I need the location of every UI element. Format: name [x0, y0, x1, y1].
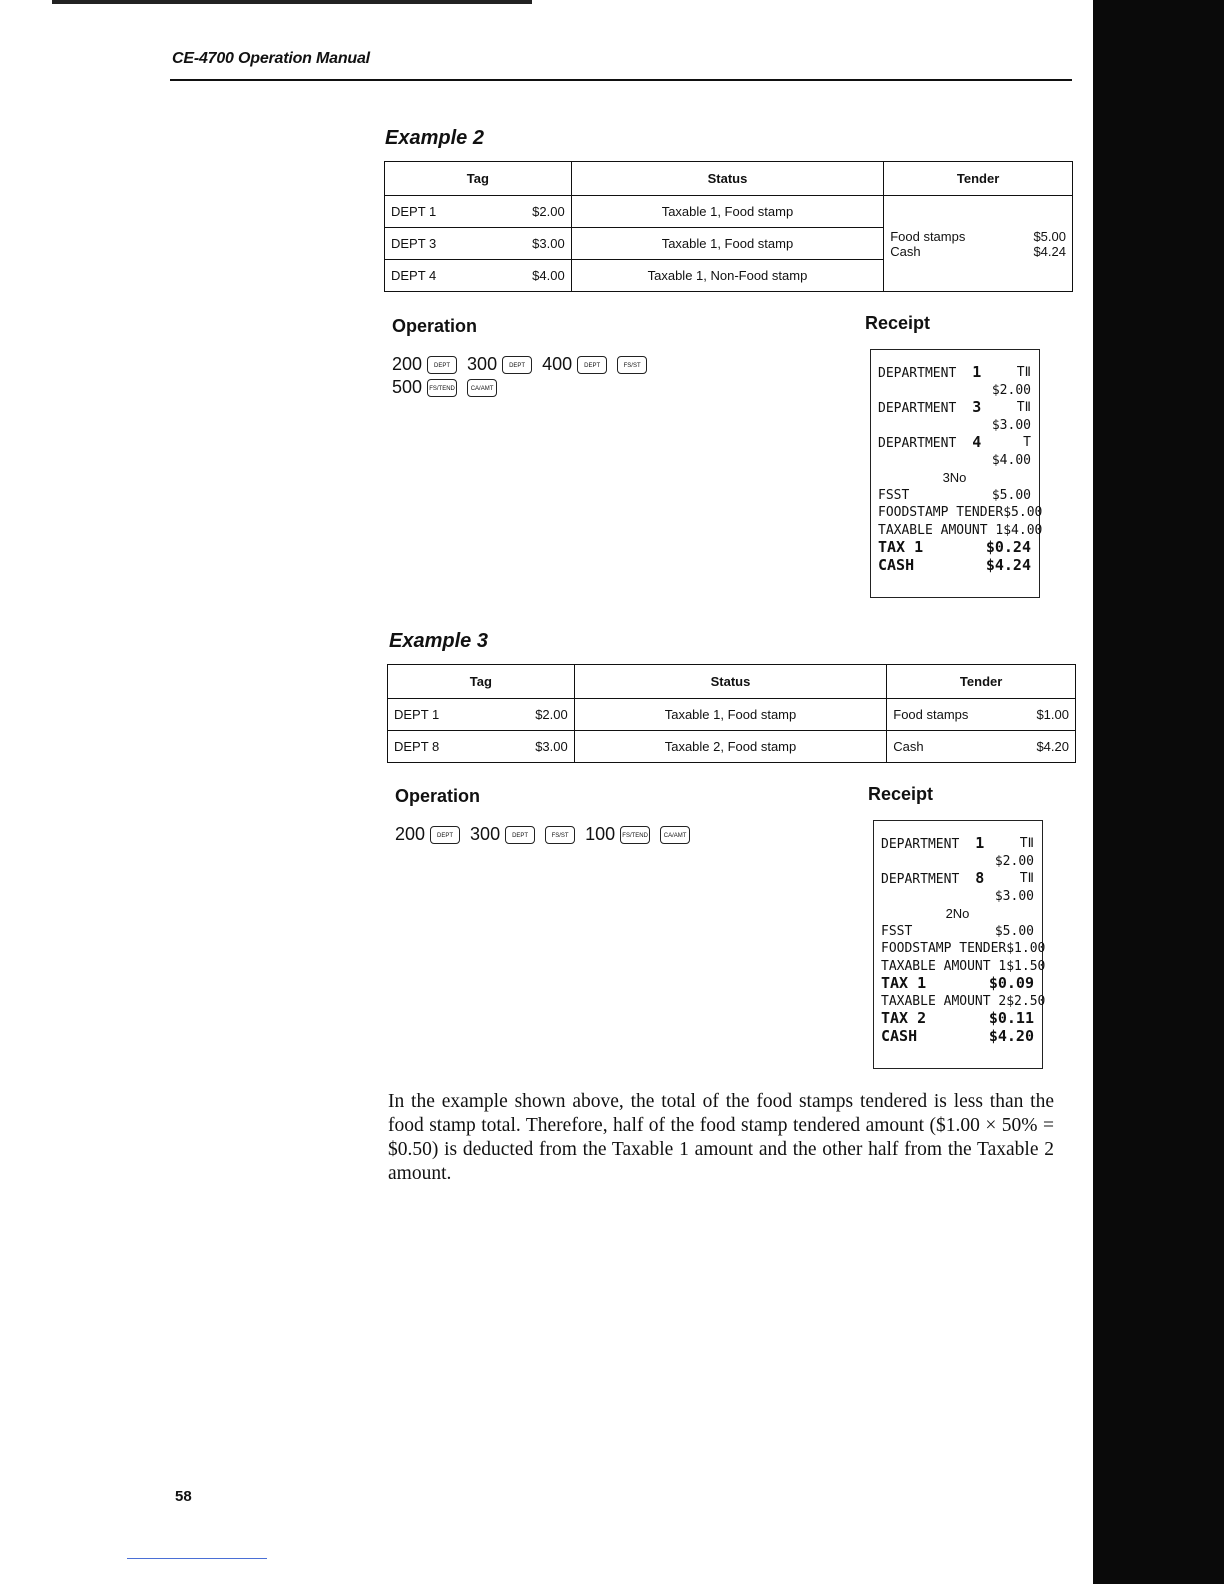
receipt-label: TAXABLE AMOUNT 1 [878, 522, 1004, 538]
receipt-amount: $2.00 [991, 382, 1031, 398]
receipt-label: TAX 1 [878, 538, 924, 556]
receipt-line [878, 557, 1031, 575]
receipt-label: DEPARTMENT [878, 401, 957, 416]
example-3-table [387, 664, 1076, 763]
receipt-label-group [881, 923, 912, 941]
receipt-amount: $5.00 [994, 923, 1034, 939]
receipt-label: CASH [881, 1026, 918, 1045]
top-rule [52, 0, 532, 4]
dept-1-key[interactable]: DEPT [430, 826, 460, 844]
receipt-label: DEPARTMENT [878, 366, 957, 381]
receipt-line [878, 382, 1031, 400]
receipt-amount: $1.00 [1006, 941, 1046, 956]
tender-header: Tender [884, 162, 1073, 196]
entry-amount: 200 [392, 354, 423, 374]
receipt-label: Receipt [865, 313, 931, 333]
receipt-label: DEPARTMENT [881, 872, 960, 887]
example-3-title: Example 3 [389, 630, 488, 652]
receipt-label-group [881, 993, 1006, 1011]
operation-sequence [392, 354, 657, 375]
receipt-dept-number: 1 [972, 363, 982, 381]
status-cell: Taxable 1, Food stamp [571, 196, 883, 228]
receipt-line [881, 958, 1046, 976]
receipt-label-group [881, 975, 926, 993]
dept-cell: DEPT 1 [394, 707, 440, 722]
tender-amount: $4.24 [1033, 243, 1066, 259]
receipt-label-group [881, 1010, 926, 1028]
entry-amount: 400 [542, 354, 573, 374]
receipt-label-group [881, 835, 984, 853]
receipt-line [881, 1010, 1034, 1028]
status-cell: Taxable 1, Non-Food stamp [571, 260, 883, 292]
amount-cell: $4.00 [532, 268, 565, 283]
receipt-example-3 [873, 820, 1046, 1069]
receipt-amount: TⅡ [1019, 871, 1034, 886]
status-cell: Taxable 1, Food stamp [574, 699, 887, 731]
receipt-label: TAXABLE AMOUNT 1 [881, 958, 1007, 974]
dept-8-key[interactable]: DEPT [505, 826, 535, 844]
dept-cell: DEPT 1 [391, 204, 437, 219]
receipt-label: DEPARTMENT [878, 436, 957, 451]
receipt-line [878, 487, 1031, 505]
table-row [385, 196, 1073, 228]
dept-cell: DEPT 8 [394, 739, 440, 754]
example-2-title: Example 2 [385, 127, 484, 149]
fs-st-key[interactable]: FS/ST [545, 826, 575, 844]
receipt-label-group [878, 487, 909, 505]
receipt-count: 2No [945, 906, 970, 921]
amount-cell: $2.00 [535, 707, 568, 722]
receipt-label-group [881, 940, 1006, 958]
receipt-dept-number: 1 [975, 834, 985, 852]
receipt-line [881, 888, 1034, 906]
receipt-line [881, 975, 1034, 993]
receipt-amount: $0.09 [988, 974, 1034, 992]
entry-amount: 300 [467, 354, 498, 374]
example-2-table [384, 161, 1073, 292]
receipt-line [881, 1028, 1034, 1046]
entry-amount: 500 [392, 377, 423, 397]
receipt-label: DEPARTMENT [881, 837, 960, 852]
receipt-label-group [878, 539, 923, 557]
tender-label: Cash [893, 739, 924, 754]
receipt-amount: $2.00 [994, 853, 1034, 869]
receipt-line [878, 522, 1043, 540]
receipt-dept-number: 3 [972, 398, 982, 416]
receipt-label-group [878, 522, 1003, 540]
receipt-label-group [881, 958, 1006, 976]
tag-header: Tag [385, 162, 572, 196]
table-row [388, 731, 1076, 763]
status-cell: Taxable 1, Food stamp [571, 228, 883, 260]
receipt-line [878, 364, 1031, 382]
receipt-amount: $5.00 [991, 487, 1031, 503]
manual-title: CE-4700 Operation Manual [172, 50, 370, 67]
receipt-dept-number: 8 [975, 869, 985, 887]
receipt-label: CASH [878, 555, 915, 574]
receipt-line [881, 940, 1046, 958]
receipt-amount: $4.00 [991, 452, 1031, 468]
receipt-amount: $4.24 [985, 555, 1031, 574]
receipt-dept-number: 4 [972, 433, 982, 451]
receipt-line [878, 399, 1031, 417]
entry-amount: 200 [395, 824, 426, 844]
receipt-amount: $3.00 [991, 417, 1031, 433]
receipt-line [881, 835, 1034, 853]
amount-cell: $3.00 [535, 739, 568, 754]
receipt-label-group [878, 364, 981, 382]
receipt-line [878, 539, 1031, 557]
receipt-amount: TⅡ [1019, 836, 1034, 851]
operation-sequence [395, 824, 700, 845]
receipt-label: TAX 1 [881, 974, 927, 992]
receipt-label-group [881, 870, 984, 888]
receipt-amount: $3.00 [994, 888, 1034, 904]
receipt-amount: $2.50 [1006, 993, 1046, 1009]
receipt-line [878, 504, 1043, 522]
receipt-label-group [878, 434, 981, 452]
page-number: 58 [175, 1488, 192, 1505]
status-cell: Taxable 2, Food stamp [574, 731, 887, 763]
amount-cell: $3.00 [532, 236, 565, 251]
receipt-line [881, 923, 1034, 941]
receipt-count: 3No [942, 470, 967, 485]
receipt-amount: T [1023, 435, 1031, 450]
receipt-amount: TⅡ [1016, 365, 1031, 380]
receipt-label: TAX 2 [881, 1009, 927, 1027]
receipt-label: TAXABLE AMOUNT 2 [881, 993, 1007, 1009]
explanation-paragraph: In the example shown above, the total of the food stamps tendered is less than the food stamp total. Therefore, half of the food stamp tendered amount ($1.00 × 50% = $0.50) is deducted from the Taxable 1 amount and the other half from the Taxable 2 amount. [388, 1091, 1054, 1184]
scan-edge-bar [1093, 0, 1224, 1584]
receipt-amount: $4.20 [988, 1026, 1034, 1045]
receipt-label: FSST [881, 923, 913, 939]
tender-amount: $5.00 [1033, 228, 1066, 244]
tender-label: Food stamps [893, 707, 969, 722]
receipt-line [878, 469, 1031, 487]
operation-label: Operation [392, 316, 478, 336]
receipt-amount: $1.50 [1006, 958, 1046, 974]
tender-label: Food stamps [890, 228, 966, 244]
fs-tend-key[interactable]: FS/TEND [427, 379, 457, 397]
dept-3-key[interactable]: DEPT [502, 356, 532, 374]
entry-amount: 100 [585, 824, 616, 844]
receipt-line [878, 434, 1031, 452]
ca-amt-tend-key[interactable]: CA/AMT [660, 826, 690, 844]
operation-label: Operation [395, 786, 481, 806]
operation-sequence [392, 377, 507, 398]
receipt-line [881, 905, 1034, 923]
receipt-amount: $0.24 [985, 538, 1031, 556]
tender-header: Tender [887, 665, 1076, 699]
receipt-label: FSST [878, 487, 910, 503]
receipt-amount: TⅡ [1016, 400, 1031, 415]
receipt-amount: $5.00 [1003, 505, 1043, 520]
fs-tend-key[interactable]: FS/TEND [620, 826, 650, 844]
receipt-label-group [878, 504, 1003, 522]
dept-cell: DEPT 3 [391, 236, 437, 251]
tender-amount: $4.20 [1036, 739, 1069, 754]
receipt-amount: $4.00 [1003, 522, 1043, 538]
tag-header: Tag [388, 665, 575, 699]
status-header: Status [574, 665, 887, 699]
receipt-amount: $0.11 [988, 1009, 1034, 1027]
entry-amount: 300 [470, 824, 501, 844]
footer-line [127, 1558, 267, 1559]
receipt-line [881, 870, 1034, 888]
dept-1-key[interactable]: DEPT [427, 356, 457, 374]
dept-4-key[interactable]: DEPT [577, 356, 607, 374]
receipt-line [878, 417, 1031, 435]
receipt-label-group [878, 557, 914, 575]
receipt-line [881, 993, 1046, 1011]
receipt-line [878, 452, 1031, 470]
tender-label: Cash [890, 243, 921, 259]
receipt-line [881, 853, 1034, 871]
table-row [388, 699, 1076, 731]
receipt-label: Receipt [868, 784, 934, 804]
receipt-label: FOODSTAMP TENDER [881, 941, 1007, 956]
ca-amt-tend-key[interactable]: CA/AMT [467, 379, 497, 397]
receipt-label-group [878, 399, 981, 417]
receipt-example-2 [870, 349, 1043, 598]
fs-st-key[interactable]: FS/ST [617, 356, 647, 374]
receipt-label-group [881, 1028, 917, 1046]
status-header: Status [571, 162, 883, 196]
header-rule [170, 79, 1072, 81]
tender-amount: $1.00 [1036, 707, 1069, 722]
amount-cell: $2.00 [532, 204, 565, 219]
receipt-label: FOODSTAMP TENDER [878, 505, 1004, 520]
dept-cell: DEPT 4 [391, 268, 437, 283]
